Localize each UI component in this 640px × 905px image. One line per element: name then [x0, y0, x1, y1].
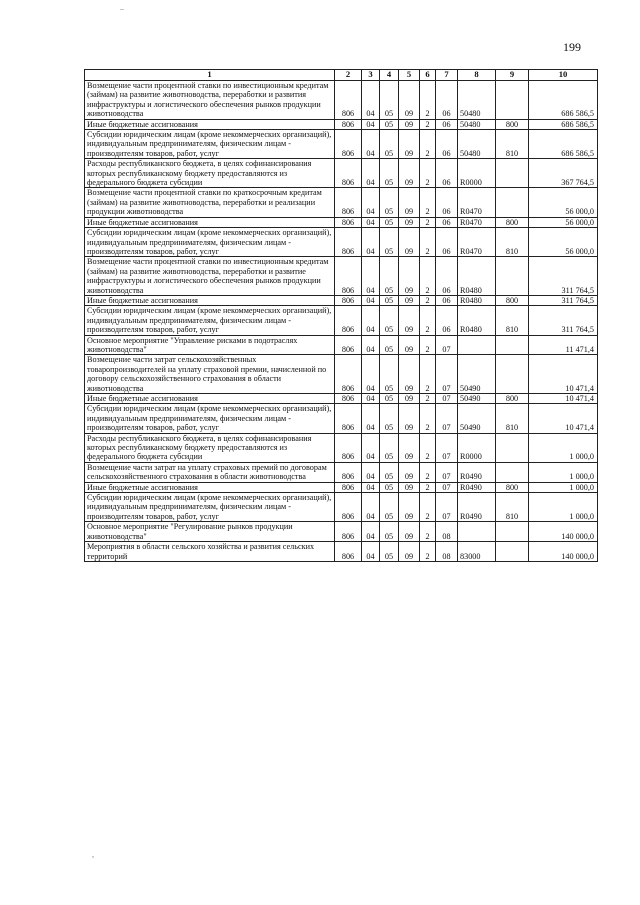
row-code-cell: 09	[399, 355, 420, 394]
row-code-cell: 07	[436, 433, 458, 462]
row-code-cell: R0470	[458, 188, 496, 217]
row-code-cell: 07	[436, 355, 458, 394]
row-code-cell	[496, 81, 529, 120]
row-code-cell: 806	[335, 188, 362, 217]
row-code-cell: 806	[335, 482, 362, 492]
table-row	[85, 404, 598, 433]
row-name-cell: Возмещение части затрат сельскохозяйственных товаропроизводителей на уплату страховой премии, начисленной по договору сельскохозяйственного страхования в области животноводства	[85, 355, 335, 394]
table-row	[85, 81, 598, 120]
row-code-cell: 05	[380, 355, 399, 394]
row-code-cell: 806	[335, 257, 362, 296]
row-code-cell: 05	[380, 482, 399, 492]
row-code-cell: 09	[399, 257, 420, 296]
row-name-cell: Иные бюджетные ассигнования	[85, 482, 335, 492]
row-code-cell: 09	[399, 482, 420, 492]
row-code-cell: 810	[496, 130, 529, 159]
row-amount-cell: 56 000,0	[529, 188, 598, 217]
row-code-cell: 04	[362, 159, 380, 188]
row-amount-cell: 140 000,0	[529, 542, 598, 562]
col-header: 4	[380, 70, 399, 81]
table-row	[85, 295, 598, 305]
row-code-cell: 05	[380, 217, 399, 227]
row-code-cell: 800	[496, 119, 529, 129]
row-code-cell: 04	[362, 542, 380, 562]
row-code-cell: 05	[380, 493, 399, 522]
table-body	[85, 81, 598, 562]
col-header: 3	[362, 70, 380, 81]
row-code-cell: 09	[399, 295, 420, 305]
page-number: 199	[563, 40, 581, 54]
row-name-cell: Иные бюджетные ассигнования	[85, 119, 335, 129]
row-code-cell: R0470	[458, 228, 496, 257]
row-code-cell: 83000	[458, 542, 496, 562]
table-row	[85, 119, 598, 129]
table-row	[85, 355, 598, 394]
row-code-cell: 09	[399, 217, 420, 227]
row-code-cell: 05	[380, 522, 399, 542]
row-code-cell: 806	[335, 119, 362, 129]
row-code-cell	[496, 257, 529, 296]
row-name-cell: Субсидии юридическим лицам (кроме некоммерческих организаций), индивидуальным предпринимателям, физическим лицам - производителям товаров, работ, услуг	[85, 404, 335, 433]
row-code-cell: 04	[362, 404, 380, 433]
row-code-cell: R0480	[458, 295, 496, 305]
row-code-cell: 04	[362, 335, 380, 355]
row-code-cell: 05	[380, 462, 399, 482]
table-row	[85, 394, 598, 404]
row-code-cell: 2	[420, 542, 436, 562]
row-code-cell: 810	[496, 228, 529, 257]
table-row	[85, 159, 598, 188]
row-code-cell: 05	[380, 188, 399, 217]
row-amount-cell: 140 000,0	[529, 522, 598, 542]
row-code-cell: 50480	[458, 81, 496, 120]
row-code-cell: 2	[420, 482, 436, 492]
table-row	[85, 462, 598, 482]
table-row	[85, 433, 598, 462]
row-name-cell: Субсидии юридическим лицам (кроме некоммерческих организаций), индивидуальным предпринимателям, физическим лицам - производителям товаров, работ, услуг	[85, 306, 335, 335]
row-code-cell: 2	[420, 295, 436, 305]
table-row	[85, 188, 598, 217]
row-code-cell: 06	[436, 257, 458, 296]
row-code-cell: 05	[380, 404, 399, 433]
row-code-cell: 05	[380, 119, 399, 129]
row-code-cell: 806	[335, 130, 362, 159]
table-row	[85, 493, 598, 522]
row-code-cell: R0490	[458, 493, 496, 522]
row-code-cell: 2	[420, 433, 436, 462]
row-code-cell: 810	[496, 404, 529, 433]
row-code-cell: 04	[362, 394, 380, 404]
row-code-cell: 800	[496, 295, 529, 305]
row-code-cell: R0490	[458, 482, 496, 492]
row-name-cell: Субсидии юридическим лицам (кроме некоммерческих организаций), индивидуальным предпринимателям, физическим лицам - производителям товаров, работ, услуг	[85, 493, 335, 522]
col-header: 2	[335, 70, 362, 81]
row-name-cell: Расходы республиканского бюджета, в целях софинансирования которых республиканскому бюджету предоставляются из федерального бюджета субсидии	[85, 433, 335, 462]
row-amount-cell: 10 471,4	[529, 404, 598, 433]
row-amount-cell: 10 471,4	[529, 355, 598, 394]
row-amount-cell: 311 764,5	[529, 257, 598, 296]
col-header: 1	[85, 70, 335, 81]
row-code-cell: 09	[399, 542, 420, 562]
row-amount-cell: 686 586,5	[529, 119, 598, 129]
row-name-cell: Субсидии юридическим лицам (кроме некоммерческих организаций), индивидуальным предпринимателям, физическим лицам - производителям товаров, работ, услуг	[85, 130, 335, 159]
row-code-cell: 2	[420, 228, 436, 257]
row-code-cell: 50490	[458, 394, 496, 404]
row-code-cell: 50480	[458, 130, 496, 159]
row-code-cell: 04	[362, 482, 380, 492]
row-amount-cell: 367 764,5	[529, 159, 598, 188]
row-code-cell: 50480	[458, 119, 496, 129]
header-row	[85, 70, 598, 81]
row-code-cell: 2	[420, 404, 436, 433]
row-code-cell: 04	[362, 119, 380, 129]
row-code-cell: 09	[399, 81, 420, 120]
row-name-cell: Субсидии юридическим лицам (кроме некоммерческих организаций), индивидуальным предпринимателям, физическим лицам - производителям товаров, работ, услуг	[85, 228, 335, 257]
row-code-cell: 07	[436, 493, 458, 522]
row-name-cell: Иные бюджетные ассигнования	[85, 295, 335, 305]
row-code-cell: 2	[420, 522, 436, 542]
row-code-cell: 04	[362, 130, 380, 159]
row-code-cell: 09	[399, 188, 420, 217]
row-code-cell: 04	[362, 81, 380, 120]
row-code-cell: 07	[436, 462, 458, 482]
row-code-cell: 05	[380, 228, 399, 257]
row-code-cell: 06	[436, 119, 458, 129]
row-code-cell: 09	[399, 119, 420, 129]
row-code-cell: 04	[362, 188, 380, 217]
row-code-cell	[496, 188, 529, 217]
row-name-cell: Иные бюджетные ассигнования	[85, 217, 335, 227]
row-code-cell: 09	[399, 462, 420, 482]
table-row	[85, 257, 598, 296]
row-amount-cell: 10 471,4	[529, 394, 598, 404]
row-code-cell: 05	[380, 542, 399, 562]
scan-mark-bottom: ,	[92, 850, 94, 859]
row-amount-cell: 1 000,0	[529, 493, 598, 522]
row-amount-cell: 686 586,5	[529, 130, 598, 159]
row-code-cell: 08	[436, 522, 458, 542]
row-name-cell: Иные бюджетные ассигнования	[85, 394, 335, 404]
row-code-cell: 05	[380, 295, 399, 305]
row-code-cell: 806	[335, 462, 362, 482]
row-code-cell: 2	[420, 462, 436, 482]
row-code-cell: 04	[362, 295, 380, 305]
row-code-cell: 2	[420, 355, 436, 394]
row-name-cell: Возмещение части процентной ставки по краткосрочным кредитам (займам) на развитие животноводства, переработки и реализации продукции животноводства	[85, 188, 335, 217]
row-code-cell: 800	[496, 217, 529, 227]
row-code-cell: 806	[335, 295, 362, 305]
row-code-cell: 04	[362, 433, 380, 462]
row-amount-cell: 311 764,5	[529, 295, 598, 305]
row-code-cell: 05	[380, 81, 399, 120]
row-code-cell: 05	[380, 335, 399, 355]
row-amount-cell: 56 000,0	[529, 217, 598, 227]
col-header: 5	[399, 70, 420, 81]
col-header: 8	[458, 70, 496, 81]
row-code-cell: 07	[436, 335, 458, 355]
row-code-cell: 07	[436, 394, 458, 404]
row-code-cell: 09	[399, 404, 420, 433]
row-name-cell: Возмещение части затрат на уплату страховых премий по договорам сельскохозяйственного страхования в области животноводства	[85, 462, 335, 482]
row-code-cell: 09	[399, 522, 420, 542]
row-code-cell	[496, 462, 529, 482]
row-code-cell: 2	[420, 335, 436, 355]
scan-mark-top: –	[120, 4, 124, 13]
row-name-cell: Основное мероприятие "Управление рисками в подотраслях животноводства"	[85, 335, 335, 355]
row-code-cell: 2	[420, 188, 436, 217]
row-code-cell: 09	[399, 306, 420, 335]
row-name-cell: Мероприятия в области сельского хозяйства и развития сельских территорий	[85, 542, 335, 562]
row-code-cell: 09	[399, 394, 420, 404]
row-code-cell: 04	[362, 493, 380, 522]
row-amount-cell: 686 586,5	[529, 81, 598, 120]
row-code-cell: 05	[380, 394, 399, 404]
row-code-cell: 2	[420, 119, 436, 129]
table-row	[85, 130, 598, 159]
row-code-cell	[458, 522, 496, 542]
row-code-cell: 2	[420, 306, 436, 335]
col-header: 7	[436, 70, 458, 81]
row-code-cell: 09	[399, 433, 420, 462]
row-code-cell: 06	[436, 130, 458, 159]
row-code-cell: 04	[362, 257, 380, 296]
row-code-cell: 04	[362, 217, 380, 227]
row-code-cell	[496, 335, 529, 355]
row-code-cell: 04	[362, 462, 380, 482]
row-code-cell: 05	[380, 159, 399, 188]
row-code-cell	[496, 159, 529, 188]
row-code-cell: 05	[380, 257, 399, 296]
row-code-cell: 06	[436, 81, 458, 120]
row-code-cell: 806	[335, 228, 362, 257]
row-code-cell: 2	[420, 217, 436, 227]
row-amount-cell: 11 471,4	[529, 335, 598, 355]
row-code-cell: 09	[399, 159, 420, 188]
row-code-cell: 05	[380, 433, 399, 462]
table-row	[85, 306, 598, 335]
table-row	[85, 335, 598, 355]
table-row	[85, 522, 598, 542]
row-code-cell: 2	[420, 81, 436, 120]
row-code-cell: 806	[335, 433, 362, 462]
table-row	[85, 542, 598, 562]
table-row	[85, 482, 598, 492]
table-row	[85, 228, 598, 257]
row-name-cell: Возмещение части процентной ставки по инвестиционным кредитам (займам) на развитие животноводства, переработки и развития инфраструктуры и логистического обеспечения рынков продукции животноводства	[85, 81, 335, 120]
row-code-cell: 806	[335, 493, 362, 522]
row-code-cell: 2	[420, 394, 436, 404]
row-code-cell: R0490	[458, 462, 496, 482]
row-code-cell: R0480	[458, 306, 496, 335]
row-code-cell: 806	[335, 159, 362, 188]
row-code-cell: 06	[436, 228, 458, 257]
col-header: 9	[496, 70, 529, 81]
row-code-cell: R0480	[458, 257, 496, 296]
row-code-cell	[496, 355, 529, 394]
row-code-cell: 810	[496, 306, 529, 335]
row-code-cell	[458, 335, 496, 355]
row-code-cell: 806	[335, 394, 362, 404]
row-amount-cell: 1 000,0	[529, 433, 598, 462]
row-code-cell: 806	[335, 404, 362, 433]
row-code-cell: 810	[496, 493, 529, 522]
row-code-cell: 07	[436, 404, 458, 433]
row-code-cell: 806	[335, 542, 362, 562]
row-code-cell: 05	[380, 130, 399, 159]
row-code-cell: 2	[420, 159, 436, 188]
row-code-cell: 04	[362, 522, 380, 542]
row-code-cell: 2	[420, 493, 436, 522]
row-code-cell: 07	[436, 482, 458, 492]
row-code-cell: R0470	[458, 217, 496, 227]
row-code-cell: 806	[335, 306, 362, 335]
row-code-cell: 806	[335, 355, 362, 394]
col-header: 10	[529, 70, 598, 81]
row-amount-cell: 56 000,0	[529, 228, 598, 257]
row-code-cell: R0000	[458, 159, 496, 188]
row-code-cell	[496, 542, 529, 562]
row-code-cell: 50490	[458, 404, 496, 433]
row-code-cell: 2	[420, 130, 436, 159]
row-amount-cell: 1 000,0	[529, 482, 598, 492]
row-code-cell: 800	[496, 482, 529, 492]
row-name-cell: Расходы республиканского бюджета, в целях софинансирования которых республиканскому бюджету предоставляются из федерального бюджета субсидии	[85, 159, 335, 188]
row-code-cell	[496, 433, 529, 462]
row-name-cell: Основное мероприятие "Регулирование рынков продукции животноводства"	[85, 522, 335, 542]
row-code-cell: 06	[436, 159, 458, 188]
row-code-cell: R0000	[458, 433, 496, 462]
row-code-cell: 50490	[458, 355, 496, 394]
row-code-cell: 806	[335, 217, 362, 227]
col-header: 6	[420, 70, 436, 81]
row-code-cell: 05	[380, 306, 399, 335]
row-amount-cell: 1 000,0	[529, 462, 598, 482]
row-code-cell: 2	[420, 257, 436, 296]
row-code-cell: 06	[436, 188, 458, 217]
row-amount-cell: 311 764,5	[529, 306, 598, 335]
row-code-cell: 06	[436, 217, 458, 227]
row-code-cell: 09	[399, 130, 420, 159]
row-code-cell: 08	[436, 542, 458, 562]
row-code-cell: 806	[335, 81, 362, 120]
row-code-cell	[496, 522, 529, 542]
row-code-cell: 09	[399, 493, 420, 522]
table-row	[85, 217, 598, 227]
row-code-cell: 06	[436, 295, 458, 305]
budget-table	[84, 69, 598, 562]
row-code-cell: 04	[362, 228, 380, 257]
row-code-cell: 806	[335, 522, 362, 542]
row-code-cell: 09	[399, 228, 420, 257]
row-code-cell: 806	[335, 335, 362, 355]
row-code-cell: 04	[362, 306, 380, 335]
row-code-cell: 06	[436, 306, 458, 335]
row-name-cell: Возмещение части процентной ставки по инвестиционным кредитам (займам) на развитие животноводства, переработки и развитие инфраструктуры и логистического обеспечения рынков продукции животноводства	[85, 257, 335, 296]
row-code-cell: 09	[399, 335, 420, 355]
row-code-cell: 800	[496, 394, 529, 404]
row-code-cell: 04	[362, 355, 380, 394]
